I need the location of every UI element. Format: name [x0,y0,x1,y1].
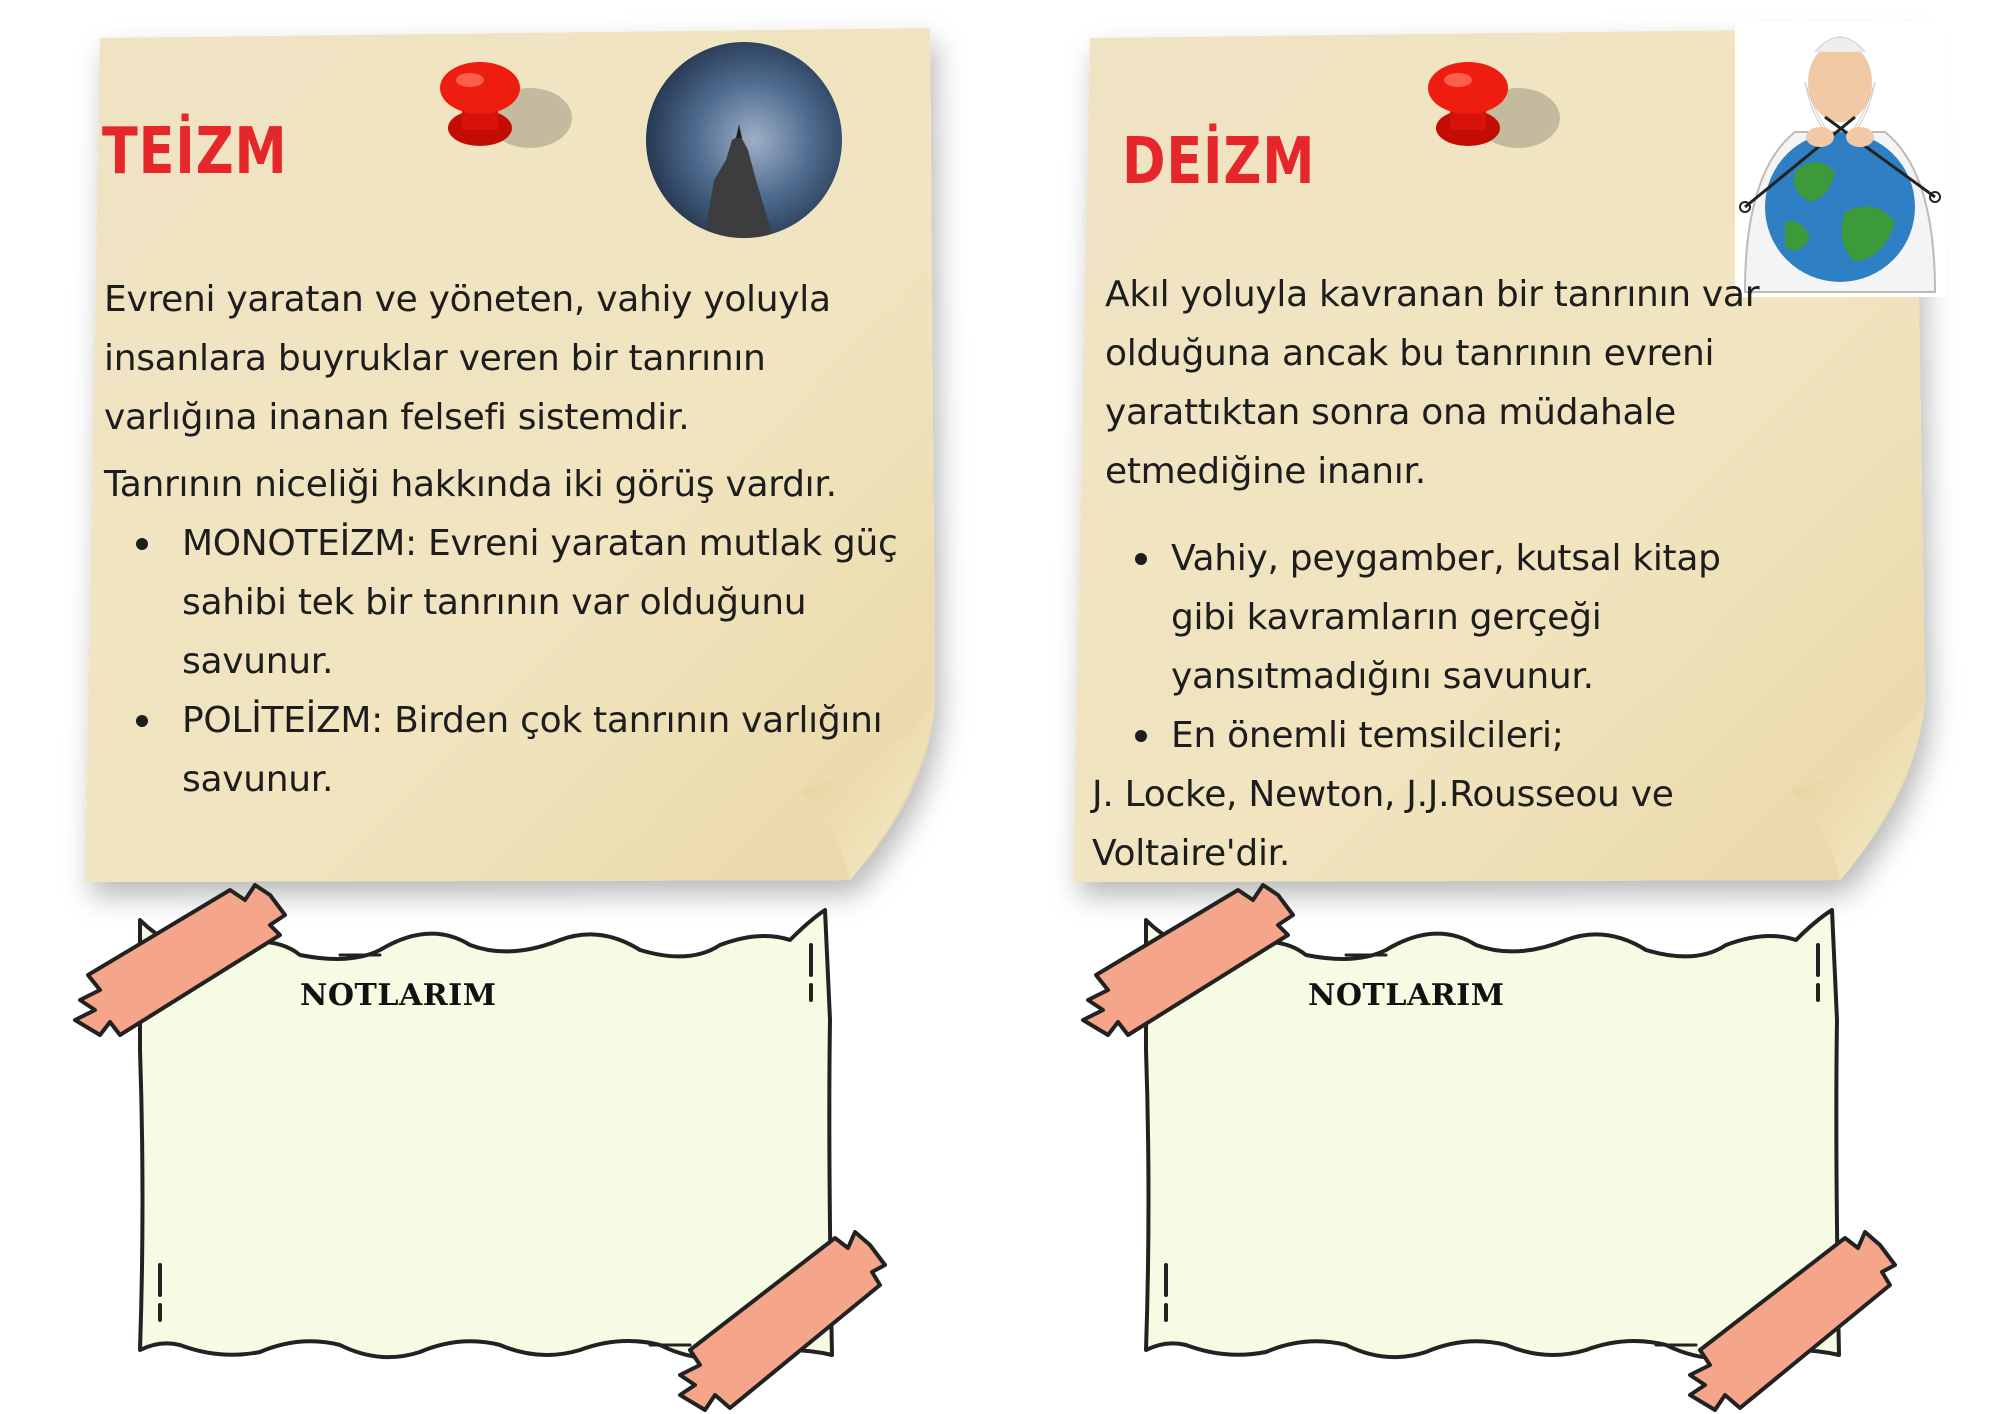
list-item: Vahiy, peygamber, kutsal kitap gibi kavramların gerçeği yansıtmadığını savunur. [1105,529,1795,706]
left-notes-writing-area[interactable] [170,1030,810,1320]
left-notes-label: NOTLARIM [300,978,497,1013]
right-card-closing: J. Locke, Newton, J.J.Rousseou ve Voltaire'dir. [1092,774,1674,874]
left-card-title: TEİZM [102,115,288,189]
right-card-paragraph: Akıl yoluyla kavranan bir tanrının var olduğuna ancak bu tanrının evreni yarattıktan sonra ona müdahale etmediğine inanır. [1105,274,1760,492]
list-item: MONOTEİZM: Evreni yaratan mutlak güç sahibi tek bir tanrının var olduğunu savunur. [104,514,904,691]
list-item: En önemli temsilcileri; [1105,706,1795,765]
right-notes-writing-area[interactable] [1176,1030,1816,1320]
left-card-paragraph: Evreni yaratan ve yöneten, vahiy yoluyla insanlara buyruklar veren bir tanrının varlığına inanan felsefi sistemdir. [104,279,831,438]
right-card-title: DEİZM [1122,125,1316,199]
right-notes-label: NOTLARIM [1308,978,1505,1013]
left-card-intro: Tanrının niceliği hakkında iki görüş vardır. [104,464,837,505]
list-item: POLİTEİZM: Birden çok tanrının varlığını savunur. [104,691,904,809]
